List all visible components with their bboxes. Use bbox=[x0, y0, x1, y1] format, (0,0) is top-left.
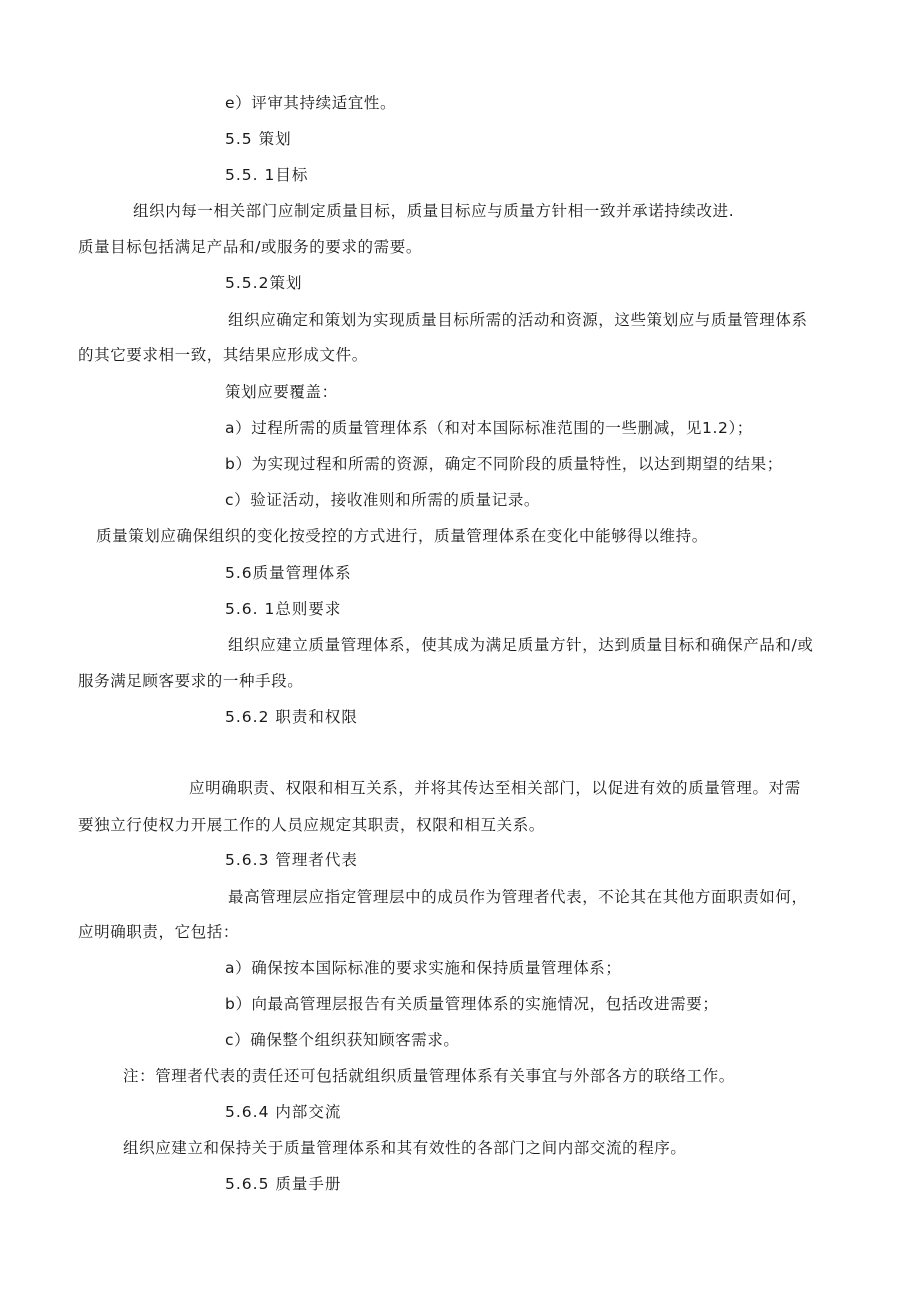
paragraph-line: 服务满足顾客要求的一种手段。 bbox=[78, 672, 304, 690]
list-item-b: b）向最高管理层报告有关质量管理体系的实施情况，包括改进需要； bbox=[225, 995, 719, 1013]
paragraph-line: 策划应要覆盖： bbox=[225, 383, 338, 401]
section-heading-5-6-4: 5.6.4 内部交流 bbox=[225, 1103, 342, 1121]
paragraph-line: 要独立行使权力开展工作的人员应规定其职责，权限和相互关系。 bbox=[78, 816, 545, 834]
section-heading-5-5-1: 5.5. 1目标 bbox=[225, 166, 309, 184]
section-heading-5-6-5: 5.6.5 质量手册 bbox=[225, 1175, 342, 1193]
section-heading-5-6-3: 5.6.3 管理者代表 bbox=[225, 851, 358, 869]
paragraph-line: 组织内每一相关部门应制定质量目标，质量目标应与质量方针相一致并承诺持续改进. bbox=[133, 202, 735, 220]
list-item-a: a）过程所需的质量管理体系（和对本国际标准范围的一些删减，见1.2）； bbox=[225, 419, 753, 437]
list-item-a: a）确保按本国际标准的要求实施和保持质量管理体系； bbox=[225, 959, 622, 977]
paragraph-line: 应明确职责，它包括： bbox=[78, 923, 240, 941]
list-item-c: c）验证活动，接收准则和所需的质量记录。 bbox=[225, 491, 541, 509]
list-item-e: e）评审其持续适宜性。 bbox=[225, 94, 397, 112]
section-heading-5-6: 5.6质量管理体系 bbox=[225, 564, 352, 582]
paragraph-line: 组织应确定和策划为实现质量目标所需的活动和资源，这些策划应与质量管理体系 bbox=[228, 311, 808, 329]
paragraph-line: 组织应建立和保持关于质量管理体系和其有效性的各部门之间内部交流的程序。 bbox=[123, 1139, 687, 1157]
section-heading-5-6-1: 5.6. 1总则要求 bbox=[225, 600, 342, 618]
paragraph-line: 质量策划应确保组织的变化按受控的方式进行，质量管理体系在变化中能够得以维持。 bbox=[96, 527, 708, 545]
section-heading-5-6-2: 5.6.2 职责和权限 bbox=[225, 708, 358, 726]
note-line: 注：管理者代表的责任还可包括就组织质量管理体系有关事宜与外部各方的联络工作。 bbox=[123, 1067, 735, 1085]
section-heading-5-5: 5.5 策划 bbox=[225, 130, 292, 148]
paragraph-line: 最高管理层应指定管理层中的成员作为管理者代表，不论其在其他方面职责如何， bbox=[228, 888, 808, 906]
paragraph-line: 质量目标包括满足产品和/或服务的要求的需要。 bbox=[78, 238, 422, 256]
paragraph-line: 的其它要求相一致，其结果应形成文件。 bbox=[78, 346, 368, 364]
section-heading-5-5-2: 5.5.2策划 bbox=[225, 274, 303, 292]
paragraph-line: 组织应建立质量管理体系，使其成为满足质量方针，达到质量目标和确保产品和/或 bbox=[228, 636, 814, 654]
list-item-c: c）确保整个组织获知顾客需求。 bbox=[225, 1031, 460, 1049]
paragraph-line: 应明确职责、权限和相互关系，并将其传达至相关部门，以促进有效的质量管理。对需 bbox=[189, 779, 801, 797]
list-item-b: b）为实现过程和所需的资源，确定不同阶段的质量特性，以达到期望的结果； bbox=[225, 455, 783, 473]
